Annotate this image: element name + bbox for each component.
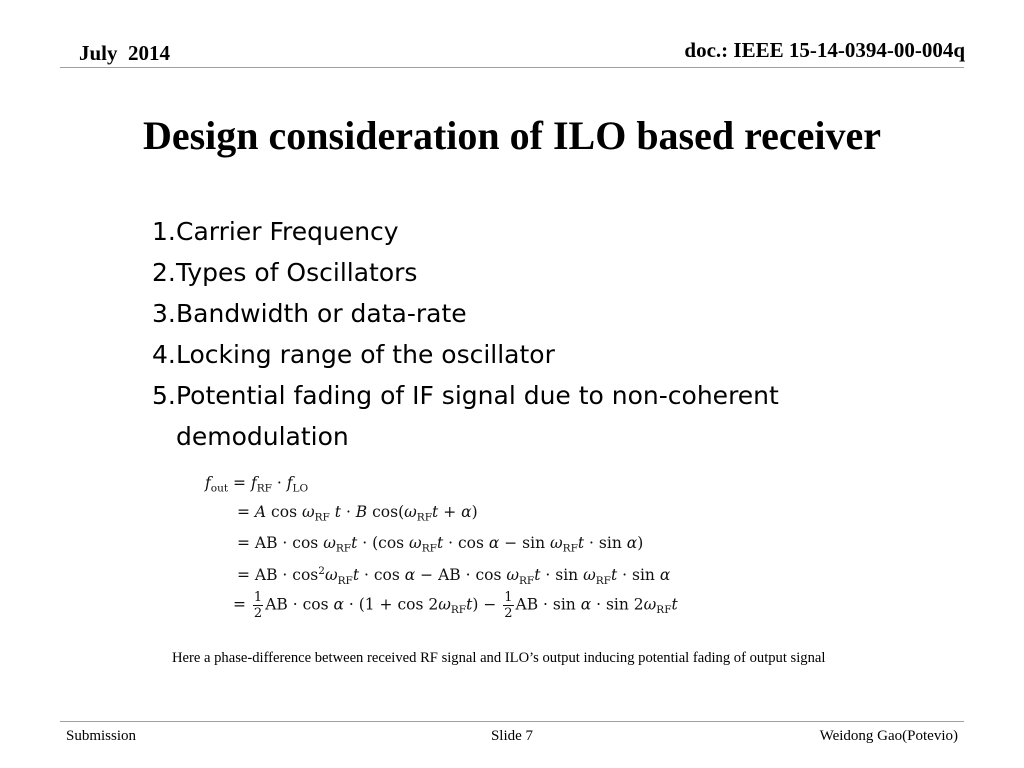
list-item [152,252,872,293]
list-item-text: Carrier Frequency [176,217,399,246]
footer-submission: Submission [66,728,137,744]
footer-author: Weidong Gao(Potevio) [819,728,958,744]
list-number: 2. [152,258,176,287]
list-item [152,375,872,457]
equation-line-5: = $\frac{1}{2}$ AB · $\cos \alpha \cdot (1 + \cos 2\omega_{RF}t)$ − $\frac{1}{2}$ AB · $\sin \alpha \cdot \sin 2\omega_{RF}t$ [233,590,678,621]
header-divider [60,67,964,68]
explanation-note: Here a phase-difference between received RF signal and ILO’s output inducing potential fading of output signal [172,650,826,666]
footer-divider [60,721,964,722]
list-number: 1. [152,217,176,246]
equation-line-2: = A $\cos \omega_{RF}$ t · B $\cos(\omega_{RF}t + \alpha)$ [237,503,478,524]
list-number: 4. [152,340,176,369]
header-doc-id: doc.: IEEE 15-14-0394-00-004q [684,38,965,62]
list-item-text: Bandwidth or data-rate [176,299,467,328]
list-number: 5. [152,381,176,410]
header-date: July 2014 [79,41,171,65]
footer-slide-number: Slide 7 [490,728,534,744]
list-item [152,211,872,252]
list-number: 3. [152,299,176,328]
list-item-text: Types of Oscillators [176,258,418,287]
list-item [152,334,872,375]
list-item-text: Locking range of the oscillator [176,340,555,369]
consideration-list [152,211,872,457]
equation-line-3: = AB · $\cos \omega_{RF}t \cdot (\cos$ $\omega_{RF}t \cdot \cos \alpha - \sin \omega_{RF}t \cdot \sin \alpha$) [237,534,644,555]
slide-title: Design consideration of ILO based receiver [142,113,882,158]
equation-block [205,470,678,630]
equation-line-4: = AB · $\cos^2\omega_{RF}t \cdot \cos \alpha$ − AB · $\cos \omega_{RF}t \cdot \sin \omega_{RF}t \cdot \sin \alpha$ [237,565,671,587]
list-item [152,293,872,334]
list-item-text: Potential fading of IF signal due to non-coherent demodulation [176,381,779,451]
equation-line-1: $f_{out} = f_{RF} \cdot f_{LO}$ [205,474,309,495]
